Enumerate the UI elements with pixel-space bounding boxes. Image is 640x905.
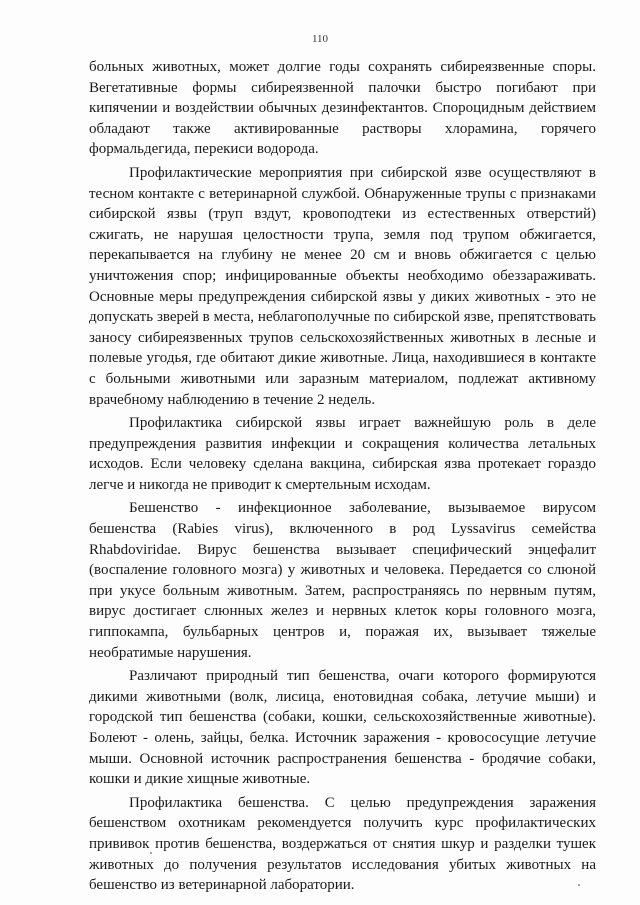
paragraph-3: Профилактика сибирской язвы играет важнейшую роль в деле предупреждения развития инфекции и сокращения количества летальных исходов. Если человеку сделана вакцина, сибирская язва протекает гораздо легче и никогда не приводит к смертельным исходам. bbox=[89, 415, 596, 493]
body-text bbox=[89, 57, 596, 896]
paragraph-5: Различают природный тип бешенства, очаги которого формируются дикими животными (волк, лисица, енотовидная собака, летучие мыши) и городской тип бешенства (собаки, кошки, сельскохозяйственные животные). Болеют - олень, зайцы, белка. Источник заражения - кровососущие летучие мыши. Основной источник распространения бешенства - бродячие собаки, кошки и дикие хищные животные. bbox=[89, 668, 596, 788]
scan-speck bbox=[150, 852, 152, 854]
paragraph-4: Бешенство - инфекционное заболевание, вызываемое вирусом бешенства (Rabies virus), включенного в род Lyssavirus семейства Rhabdoviridae. Вирус бешенства вызывает специфический энцефалит (воспаление головного мозга) у животных и человека. Передается со слюной при укусе больным животным. Затем, распространяясь по нервным путям, вирус достигает слюнных желез и нервных клеток коры головного мозга, гиппокампа, бульбарных центров и, поражая их, вызывает тяжелые необратимые нарушения. bbox=[89, 500, 596, 661]
paragraph-2: Профилактические мероприятия при сибирской язве осуществляют в тесном контакте с ветеринарной службой. Обнаруженные трупы с признаками сибирской язвы (труп вздут, кровоподтеки из естественных отверстий) сжигать, не нарушая целостности трупа, земля под трупом обжигается, перекапывается на глубину не менее 20 см и вновь обжигается с целью уничтожения спор; инфицированные объекты необходимо обеззараживать. Основные меры предупреждения сибирской язвы у диких животных - это не допускать зверей в места, неблагополучные по сибирской язве, препятствовать заносу сибиреязвенных трупов сельскохозяйственных животных в лесные и полевые угодья, где обитают дикие животные. Лица, находившиеся в контакте с больными животными или заразным материалом, подлежат активному врачебному наблюдению в течение 2 недель. bbox=[89, 164, 596, 408]
page-number: 110 bbox=[311, 33, 329, 45]
paragraph-6: Профилактика бешенства. С целью предупреждения заражения бешенством охотникам рекомендуется получить курс профилактических прививок против бешенства, воздержаться от снятия шкур и разделки тушек животных до получения результатов исследования убитых животных на бешенство из ветеринарной лаборатории. bbox=[89, 794, 596, 894]
scan-speck bbox=[578, 884, 580, 886]
paragraph-1: больных животных, может долгие годы сохранять сибиреязвенные споры. Вегетативные формы сибиреязвенной палочки быстро погибают при кипячении и воздействии обычных дезинфектантов. Спороцидным действием обладают также активированные растворы хлорамина, горячего формальдегида, перекиси водорода. bbox=[89, 59, 596, 158]
